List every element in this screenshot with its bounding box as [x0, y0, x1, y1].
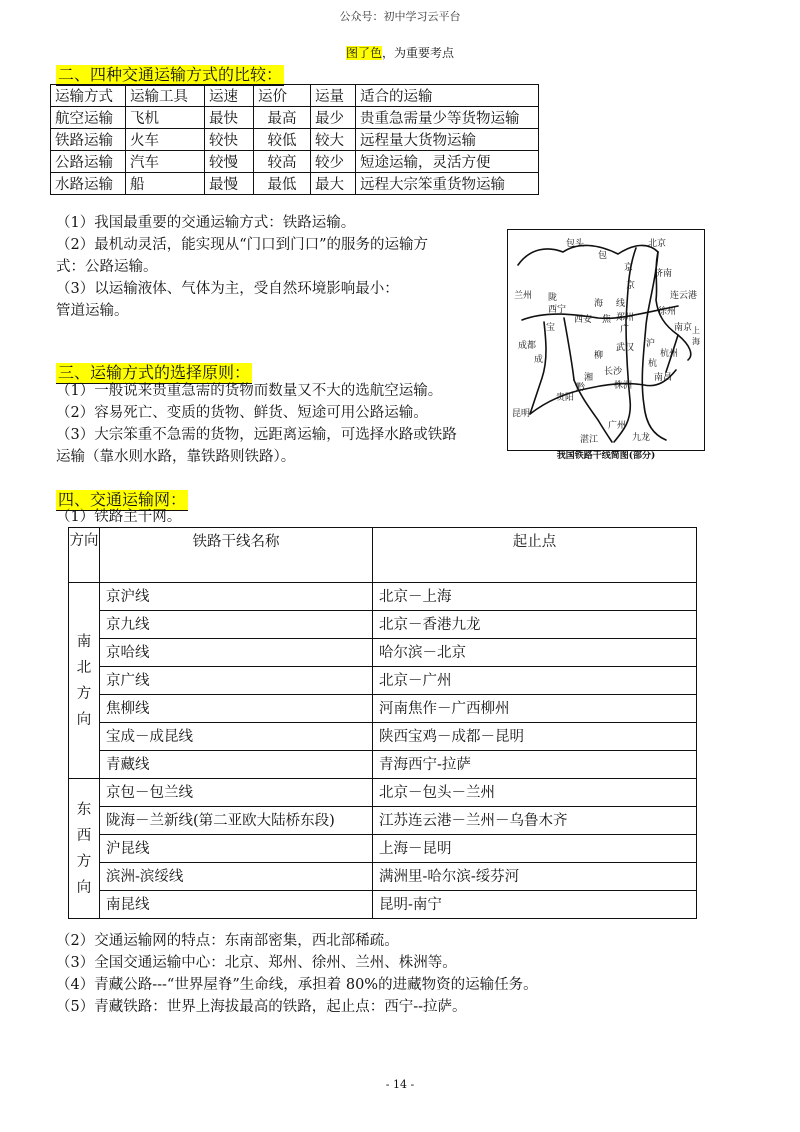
table-cell: 水路运输: [51, 173, 126, 195]
table-cell: 火车: [126, 129, 205, 151]
map-line-label: 京: [624, 263, 634, 273]
table-cell: 铁路运输: [51, 129, 126, 151]
table-cell: 宝成－成昆线: [100, 723, 373, 751]
section4-point-4: （4）青藏公路---“世界屋脊”生命线，承担着 80%的进藏物资的运输任务。: [56, 977, 538, 993]
table-cell: 最少: [311, 107, 356, 129]
railway-map: [507, 229, 705, 461]
table-cell: 京哈线: [100, 639, 373, 667]
map-city: 杭州: [660, 349, 679, 359]
table-cell: 最慢: [205, 173, 254, 195]
table-row: [69, 807, 697, 835]
table-cell: 陕西宝鸡－成都－昆明: [373, 723, 697, 751]
section3-point-3: （3）大宗笨重不急需的货物，远距离运输，可选择水路或铁路: [56, 427, 457, 443]
table-header: 运速: [205, 85, 254, 107]
map-line-label: 包: [598, 251, 608, 261]
table-row: [69, 695, 697, 723]
table-cell: 飞机: [126, 107, 205, 129]
section3-title: 三、运输方式的选择原则：: [58, 363, 251, 382]
direction-cell-east-west: [69, 779, 100, 919]
table-cell: 北京－香港九龙: [373, 611, 697, 639]
table-cell: 较快: [205, 129, 254, 151]
map-line-label: 广: [620, 325, 630, 335]
table-row: [69, 891, 697, 919]
section3-point-1: （1）一般说来贵重急需的货物而数量又不大的选航空运输。: [56, 383, 443, 399]
map-city: 西宁: [548, 305, 567, 315]
map-city: 南昌: [654, 373, 673, 383]
note-rest: ，为重要考点: [382, 46, 455, 60]
table-header: 运输工具: [126, 85, 205, 107]
section2-point-3: （3）以运输液体、气体为主，受自然环境影响最小：: [56, 281, 399, 297]
section2-point-2: （2）最机动灵活，能实现从“门口到门口”的服务的运输方: [56, 237, 429, 253]
table-cell: 南昆线: [100, 891, 373, 919]
railway-map-lines: [508, 230, 704, 450]
direction-label: 南北方向: [76, 633, 92, 728]
table-cell: 最快: [205, 107, 254, 129]
table-cell: 船: [126, 173, 205, 195]
map-caption: 我国铁路干线简图(部分): [556, 451, 656, 461]
table-cell: 远程大宗笨重货物运输: [356, 173, 539, 195]
table-cell: 昆明-南宁: [373, 891, 697, 919]
map-city: 连云港: [670, 291, 698, 301]
table-cell: 较大: [311, 129, 356, 151]
table-cell: 青藏线: [100, 751, 373, 779]
table-cell: 较慢: [205, 151, 254, 173]
map-line-label: 宝: [546, 323, 556, 333]
map-city: 上海: [692, 326, 700, 346]
map-city: 湛江: [580, 435, 599, 445]
page-header: 公众号：初中学习云平台: [339, 10, 461, 23]
map-city: 株洲: [614, 381, 633, 391]
table-header-name: 铁路干线名称: [100, 528, 373, 583]
table-header: 运价: [254, 85, 311, 107]
table-row: [69, 723, 697, 751]
section4-point-5: （5）青藏铁路：世界上海拔最高的铁路，起止点：西宁--拉萨。: [56, 999, 467, 1015]
table-header-row: [69, 528, 697, 583]
section2-point-3-cont: 管道运输。: [56, 303, 129, 319]
page-number: - 14 -: [385, 1078, 415, 1091]
table-cell: 哈尔滨－北京: [373, 639, 697, 667]
map-city: 长沙: [604, 367, 623, 377]
table-cell: 陇海－兰新线(第二亚欧大陆桥东段): [100, 807, 373, 835]
table-row: [69, 835, 697, 863]
map-line-label: 线: [616, 299, 626, 309]
map-city: 广州: [608, 421, 627, 431]
section2-point-1: （1）我国最重要的交通运输方式：铁路运输。: [56, 215, 356, 231]
map-line-label: 黔: [576, 383, 586, 393]
table-header-ends: 起止点: [373, 528, 697, 583]
map-line-label: 京: [626, 281, 636, 291]
table-cell: 京广线: [100, 667, 373, 695]
table-cell: 北京－包头－兰州: [373, 779, 697, 807]
table-cell: 滨洲-滨绥线: [100, 863, 373, 891]
table-row: [69, 639, 697, 667]
table-cell: 沪昆线: [100, 835, 373, 863]
note-highlight: 图了色: [345, 46, 382, 60]
railway-trunk-table: [68, 527, 697, 919]
table-row: [51, 173, 539, 195]
table-cell: 远程量大货物运输: [356, 129, 539, 151]
map-city: 包头: [566, 239, 585, 249]
section2-point-2-cont: 式：公路运输。: [56, 259, 158, 275]
section2-title: 二、四种交通运输方式的比较：: [58, 65, 283, 84]
table-header: 适合的运输: [356, 85, 539, 107]
map-line-label: 海: [594, 299, 604, 309]
table-cell: 较低: [254, 129, 311, 151]
section4-sub1: （1）铁路主干网。: [56, 509, 182, 525]
map-city: 北京: [648, 239, 667, 249]
map-line-label: 杭: [648, 359, 658, 369]
map-line-label: 沪: [646, 339, 656, 349]
transport-comparison-table: [50, 84, 539, 195]
table-cell: 最低: [254, 173, 311, 195]
table-cell: 贵重急需量少等货物运输: [356, 107, 539, 129]
map-city: 西安: [574, 315, 593, 325]
table-row: [69, 863, 697, 891]
table-header-row: [51, 85, 539, 107]
section3-point-3-cont: 运输（靠水则水路，靠铁路则铁路）。: [56, 449, 296, 465]
table-header: 运输方式: [51, 85, 126, 107]
map-city: 成都: [518, 341, 537, 351]
table-row: [69, 611, 697, 639]
map-city: 济南: [654, 269, 673, 279]
table-header-direction: 方向: [69, 528, 100, 583]
table-cell: 江苏连云港－兰州－乌鲁木齐: [373, 807, 697, 835]
map-line-label: 柳: [594, 351, 604, 361]
table-header: 运量: [311, 85, 356, 107]
table-cell: 满洲里-哈尔滨-绥芬河: [373, 863, 697, 891]
table-row: [69, 667, 697, 695]
direction-label: 东西方向: [76, 801, 92, 896]
map-city: 贵阳: [556, 393, 575, 403]
highlight-note: [0, 44, 800, 61]
map-city: 昆明: [512, 409, 531, 419]
table-row: [51, 151, 539, 173]
table-row: [51, 107, 539, 129]
table-cell: 河南焦作－广西柳州: [373, 695, 697, 723]
table-cell: 短途运输，灵活方便: [356, 151, 539, 173]
map-city: 武汉: [616, 343, 635, 353]
map-city: 九龙: [632, 433, 651, 443]
table-cell: 京沪线: [100, 583, 373, 611]
map-city: 兰州: [514, 291, 533, 301]
direction-cell-north-south: [69, 583, 100, 779]
table-row: [69, 751, 697, 779]
table-cell: 公路运输: [51, 151, 126, 173]
section3-point-2: （2）容易死亡、变质的货物、鲜货、短途可用公路运输。: [56, 405, 428, 421]
table-cell: 汽车: [126, 151, 205, 173]
table-cell: 焦柳线: [100, 695, 373, 723]
map-line-label: 湘: [584, 373, 594, 383]
map-city: 徐州: [658, 307, 677, 317]
table-cell: 航空运输: [51, 107, 126, 129]
map-line-label: 成: [534, 355, 544, 365]
map-line-label: 陇: [548, 293, 558, 303]
table-row: [69, 583, 697, 611]
section4-title: 四、交通运输网：: [58, 490, 187, 509]
table-row: [51, 129, 539, 151]
table-cell: 京包－包兰线: [100, 779, 373, 807]
map-line-label: 焦: [602, 315, 612, 325]
table-row: [69, 779, 697, 807]
table-cell: 上海－昆明: [373, 835, 697, 863]
table-cell: 最大: [311, 173, 356, 195]
section4-point-3: （3）全国交通运输中心：北京、郑州、徐州、兰州、株洲等。: [56, 955, 457, 971]
table-cell: 京九线: [100, 611, 373, 639]
map-city: 郑州: [616, 313, 635, 323]
table-cell: 北京－上海: [373, 583, 697, 611]
table-cell: 青海西宁-拉萨: [373, 751, 697, 779]
table-cell: 较高: [254, 151, 311, 173]
table-cell: 北京－广州: [373, 667, 697, 695]
table-cell: 最高: [254, 107, 311, 129]
table-cell: 较少: [311, 151, 356, 173]
section4-point-2: （2）交通运输网的特点：东南部密集，西北部稀疏。: [56, 933, 399, 949]
map-city: 南京: [674, 323, 693, 333]
